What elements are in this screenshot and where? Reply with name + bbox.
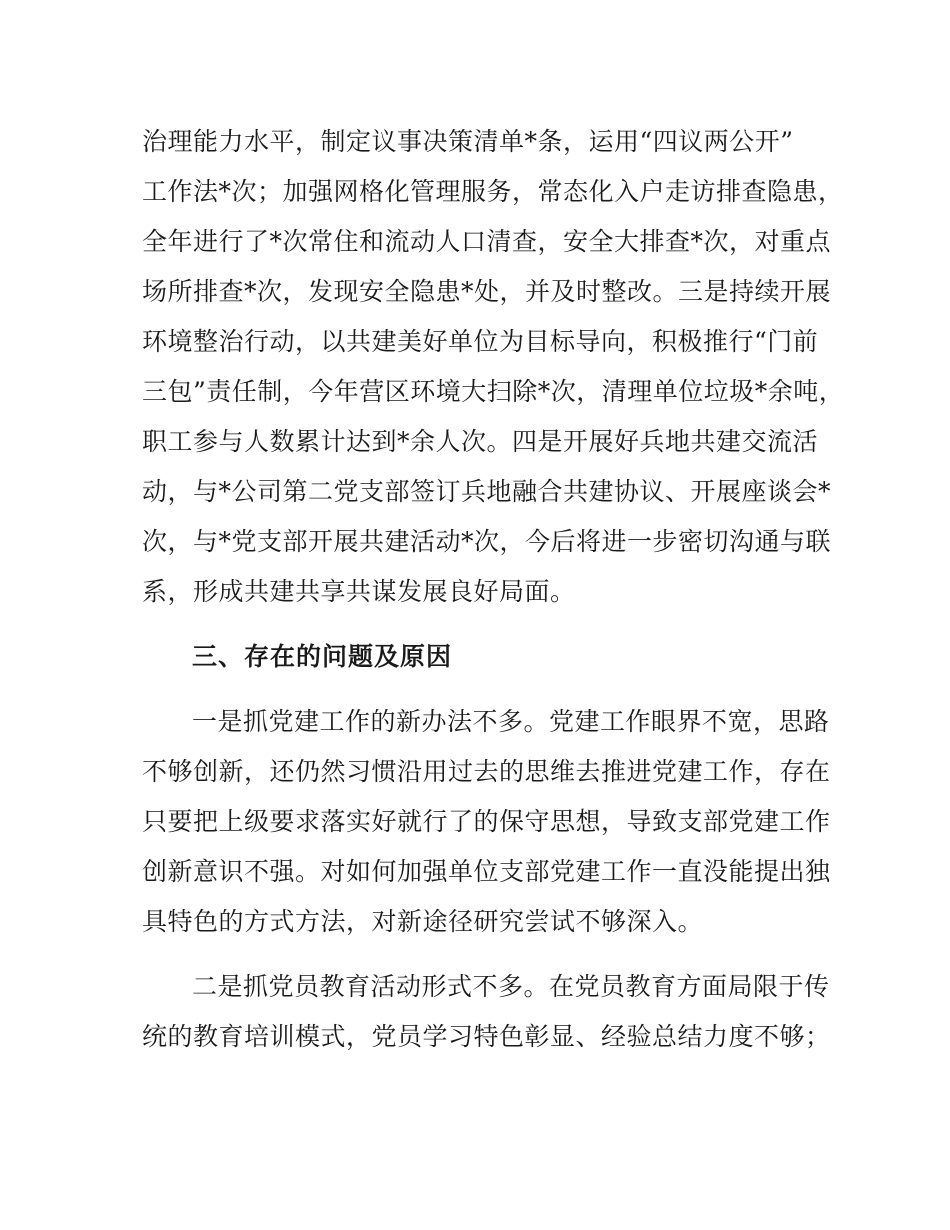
text-line: 职工参与人数累计达到*余人次。四是开展好兵地共建交流活 [142,427,819,456]
text-line: 治理能力水平，制定议事决策清单*条，运用“四议两公开” [142,127,794,156]
text-line: 统的教育培训模式，党员学习特色彰显、经验总结力度不够； [142,1022,831,1051]
text-line: 系，形成共建共享共谋发展良好局面。 [142,577,576,606]
text-line: 动，与*公司第二党支部签订兵地融合共建协议、开展座谈会* [142,477,832,506]
text-line: 一是抓党建工作的新办法不多。党建工作眼界不宽，思路 [192,707,830,736]
text-line: 三包”责任制，今年营区环境大扫除*次，清理单位垃圾*余吨， [142,377,845,406]
text-line: 环境整治行动，以共建美好单位为目标导向，积极推行“门前 [142,327,819,356]
text-line: 场所排查*次，发现安全隐患*处，并及时整改。三是持续开展 [142,277,832,306]
text-line: 次，与*党支部开展共建活动*次，今后将进一步密切沟通与联 [142,527,832,556]
text-line: 只要把上级要求落实好就行了的保守思想，导致支部党建工作 [142,807,831,836]
text-line: 全年进行了*次常住和流动人口清查，安全大排查*次，对重点 [142,227,832,256]
text-line: 不够创新，还仍然习惯沿用过去的思维去推进党建工作，存在 [142,757,831,786]
text-line: 二是抓党员教育活动形式不多。在党员教育方面局限于传 [192,972,830,1001]
section-heading: 三、存在的问题及原因 [192,642,453,671]
text-line: 具特色的方式方法，对新途径研究尝试不够深入。 [142,907,704,936]
text-line: 工作法*次；加强网格化管理服务，常态化入户走访排查隐患， [142,177,844,206]
text-line: 创新意识不强。对如何加强单位支部党建工作一直没能提出独 [142,857,831,886]
